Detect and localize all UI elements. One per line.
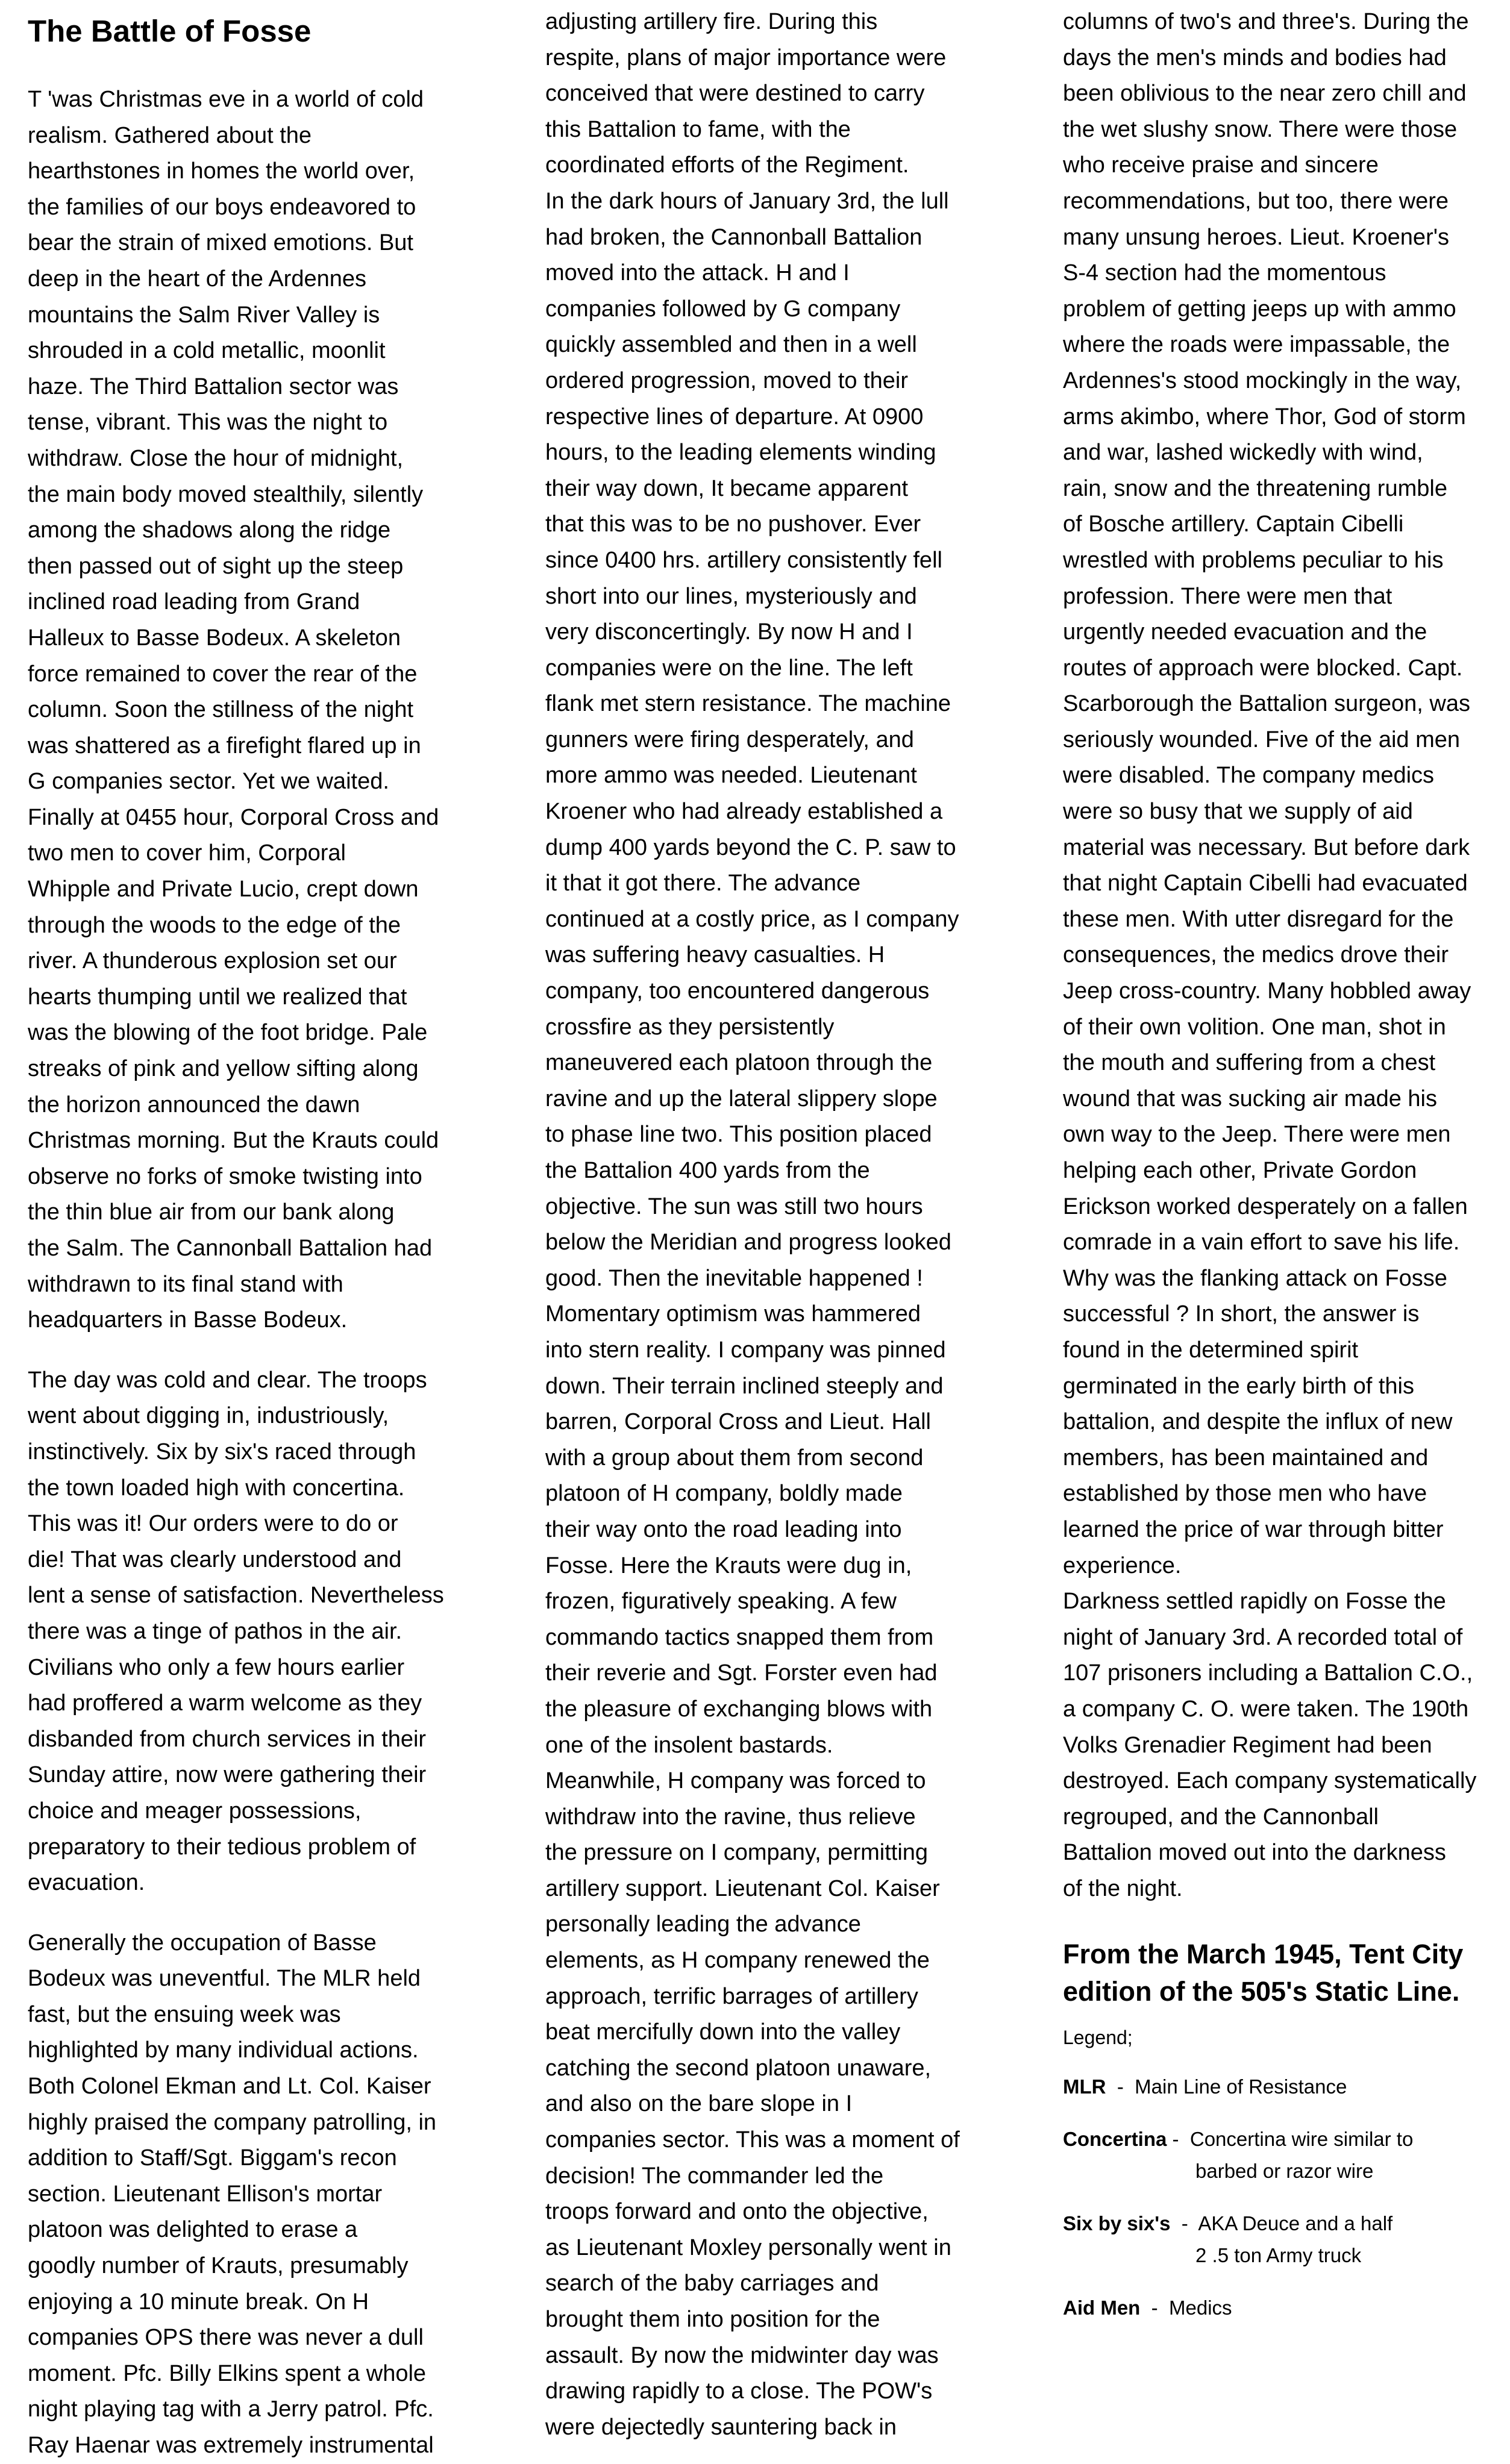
- text-line: among the shadows along the ridge: [28, 518, 391, 543]
- text-line: adjusting artillery fire. During this: [545, 9, 878, 34]
- text-line: platoon of H company, boldly made: [545, 1481, 903, 1507]
- text-line: Jeep cross-country. Many hobbled away: [1063, 978, 1471, 1004]
- text-line: maneuvered each platoon through the: [545, 1050, 933, 1076]
- text-line: Civilians who only a few hours earlier: [28, 1654, 405, 1680]
- text-line: the Battalion 400 yards from the: [545, 1158, 870, 1183]
- text-line: Kroener who had already established a: [545, 799, 943, 825]
- text-line: addition to Staff/Sgt. Biggam's recon: [28, 2145, 397, 2171]
- text-line: two men to cover him, Corporal: [28, 840, 346, 866]
- text-line: personally leading the advance: [545, 1912, 861, 1937]
- text-line: been oblivious to the near zero chill and: [1063, 81, 1467, 107]
- text-line: withdraw. Close the hour of midnight,: [28, 445, 404, 471]
- text-line: quickly assembled and then in a well: [545, 332, 917, 358]
- text-line: below the Meridian and progress looked: [545, 1230, 951, 1255]
- text-line: to phase line two. This position placed: [545, 1122, 932, 1148]
- text-line: elements, as H company renewed the: [545, 1948, 930, 1974]
- text-line: troops forward and onto the objective,: [545, 2199, 929, 2225]
- text-line: Generally the occupation of Basse: [28, 1930, 377, 1956]
- text-line: hours, to the leading elements winding: [545, 440, 936, 466]
- text-line: instinctively. Six by six's raced through: [28, 1439, 416, 1465]
- text-line: short into our lines, mysteriously and: [545, 583, 917, 609]
- text-line: very disconcertingly. By now H and I: [545, 619, 913, 645]
- text-line: germinated in the early birth of this: [1063, 1373, 1414, 1399]
- text-line: Scarborough the Battalion surgeon, was: [1063, 691, 1470, 717]
- text-line: gunners were firing desperately, and: [545, 727, 914, 752]
- text-line: rain, snow and the threatening rumble: [1063, 475, 1447, 501]
- text-line: had proffered a warm welcome as they: [28, 1690, 422, 1716]
- legend-definition: Main Line of Resistance: [1135, 2075, 1347, 2098]
- text-line: search of the baby carriages and: [545, 2271, 879, 2297]
- text-line: where the roads were impassable, the: [1063, 332, 1450, 358]
- text-line: Ardennes's stood mockingly in the way,: [1063, 367, 1462, 393]
- text-line: frozen, figuratively speaking. A few: [545, 1589, 897, 1615]
- text-line: headquarters in Basse Bodeux.: [28, 1307, 348, 1333]
- text-line: companies followed by G company: [545, 296, 901, 322]
- legend-item-mlr: [1063, 2071, 1510, 2103]
- legend-definition: Medics: [1169, 2297, 1232, 2319]
- text-line: experience.: [1063, 1553, 1182, 1578]
- text-line: river. A thunderous explosion set our: [28, 948, 397, 974]
- text-line: the town loaded high with concertina.: [28, 1475, 405, 1501]
- text-line: barren, Corporal Cross and Lieut. Hall: [545, 1409, 931, 1435]
- text-line: the thin blue air from our bank along: [28, 1199, 395, 1225]
- text-line: moved into the attack. H and I: [545, 260, 850, 286]
- text-line: as Lieutenant Moxley personally went in: [545, 2234, 951, 2260]
- text-line: realism. Gathered about the: [28, 122, 312, 148]
- text-line: companies OPS there was never a dull: [28, 2325, 424, 2351]
- text-line: a company C. O. were taken. The 190th: [1063, 1696, 1469, 1722]
- text-line: was the blowing of the foot bridge. Pale: [28, 1020, 428, 1046]
- text-line: down. Their terrain inclined steeply and: [545, 1373, 944, 1399]
- text-line: tense, vibrant. This was the night to: [28, 410, 388, 436]
- text-line: Darkness settled rapidly on Fosse the: [1063, 1589, 1446, 1615]
- text-line: approach, terrific barrages of artillery: [545, 1983, 918, 2009]
- text-line: of their own volition. One man, shot in: [1063, 1014, 1446, 1040]
- legend-definition: Concertina wire similar to: [1189, 2128, 1414, 2151]
- text-line: that night Captain Cibelli had evacuated: [1063, 871, 1468, 896]
- text-line: company, too encountered dangerous: [545, 978, 930, 1004]
- text-line: The day was cold and clear. The troops: [28, 1367, 427, 1393]
- legend-definition: AKA Deuce and a half: [1198, 2212, 1393, 2235]
- text-line: column. Soon the stillness of the night: [28, 697, 414, 723]
- text-line: since 0400 hrs. artillery consistently fell: [545, 547, 942, 573]
- text-line: withdraw into the ravine, thus relieve: [545, 1804, 916, 1830]
- article-title: The Battle of Fosse: [28, 14, 312, 48]
- text-line: flank met stern resistance. The machine: [545, 691, 951, 717]
- text-line: there was a tinge of pathos in the air.: [28, 1618, 403, 1644]
- text-line: die! That was clearly understood and: [28, 1546, 402, 1572]
- text-line: their way onto the road leading into: [545, 1516, 902, 1542]
- text-line: Volks Grenadier Regiment had been: [1063, 1732, 1432, 1758]
- article-paragraph: [28, 1363, 486, 1901]
- text-line: hearthstones in homes the world over,: [28, 158, 415, 184]
- text-line: was suffering heavy casualties. H: [545, 942, 885, 968]
- text-line: these men. With utter disregard for the: [1063, 906, 1454, 932]
- text-line: more ammo was needed. Lieutenant: [545, 763, 917, 789]
- text-line: helping each other, Private Gordon: [1063, 1158, 1417, 1183]
- text-line: the main body moved stealthily, silently: [28, 481, 424, 507]
- text-line: moment. Pfc. Billy Elkins spent a whole: [28, 2360, 427, 2386]
- text-line: of Bosche artillery. Captain Cibelli: [1063, 511, 1404, 537]
- legend-separator: -: [1170, 2212, 1198, 2235]
- text-line: Battalion moved out into the darkness: [1063, 1840, 1446, 1866]
- text-line: who receive praise and sincere: [1063, 152, 1379, 178]
- legend-title: Legend;: [1063, 2027, 1133, 2049]
- article-paragraph: [545, 4, 1003, 2445]
- source-line: edition of the 505's Static Line.: [1063, 1976, 1460, 2007]
- text-line: night of January 3rd. A recorded total of: [1063, 1624, 1463, 1650]
- text-line: recommendations, but too, there were: [1063, 188, 1449, 214]
- text-line: Finally at 0455 hour, Corporal Cross and: [28, 804, 439, 830]
- text-line: Bodeux was uneventful. The MLR held: [28, 1966, 421, 1992]
- text-line: fast, but the ensuing week was: [28, 2001, 341, 2027]
- text-line: commando tactics snapped them from: [545, 1624, 934, 1650]
- text-line: preparatory to their tedious problem of: [28, 1834, 416, 1860]
- text-line: of the night.: [1063, 1875, 1183, 1901]
- text-line: that this was to be no pushover. Ever: [545, 511, 921, 537]
- text-line: comrade in a vain effort to save his life.: [1063, 1230, 1460, 1255]
- text-line: Ray Haenar was extremely instrumental: [28, 2433, 434, 2458]
- legend-separator: -: [1167, 2128, 1190, 2151]
- text-line: Halleux to Basse Bodeux. A skeleton: [28, 625, 401, 651]
- text-line: with a group about them from second: [545, 1445, 924, 1471]
- text-line: deep in the heart of the Ardennes: [28, 266, 366, 292]
- text-line: it that it got there. The advance: [545, 871, 861, 896]
- text-line: the pressure on I company, permitting: [545, 1840, 929, 1866]
- text-line: artillery support. Lieutenant Col. Kaiser: [545, 1875, 940, 1901]
- text-line: established by those men who have: [1063, 1481, 1427, 1507]
- text-line: columns of two's and three's. During the: [1063, 9, 1469, 34]
- text-line: bear the strain of mixed emotions. But: [28, 230, 413, 256]
- text-line: objective. The sun was still two hours: [545, 1193, 923, 1219]
- text-line: arms akimbo, where Thor, God of storm: [1063, 404, 1466, 430]
- text-line: into stern reality. I company was pinned: [545, 1337, 946, 1363]
- article-paragraph: [28, 1925, 486, 2464]
- text-line: drawing rapidly to a close. The POW's: [545, 2378, 933, 2404]
- text-line: wrestled with problems peculiar to his: [1063, 547, 1444, 573]
- text-line: regrouped, and the Cannonball: [1063, 1804, 1379, 1830]
- legend-item-concertina: [1063, 2123, 1510, 2187]
- text-line: urgently needed evacuation and the: [1063, 619, 1427, 645]
- text-line: shrouded in a cold metallic, moonlit: [28, 338, 386, 364]
- text-line: the pleasure of exchanging blows with: [545, 1696, 933, 1722]
- text-line: night playing tag with a Jerry patrol. Pfc.: [28, 2397, 434, 2422]
- legend-term: Concertina: [1063, 2128, 1167, 2151]
- text-line: beat mercifully down into the valley: [545, 2019, 901, 2045]
- text-line: routes of approach were blocked. Capt.: [1063, 655, 1463, 681]
- article-column-1: [28, 0, 486, 2464]
- text-line: destroyed. Each company systematically: [1063, 1768, 1477, 1794]
- text-line: companies were on the line. The left: [545, 655, 913, 681]
- text-line: highlighted by many individual actions.: [28, 2037, 419, 2063]
- text-line: had broken, the Cannonball Battalion: [545, 224, 923, 250]
- text-line: own way to the Jeep. There were men: [1063, 1122, 1451, 1148]
- text-line: S-4 section had the momentous: [1063, 260, 1386, 286]
- text-line: successful ? In short, the answer is: [1063, 1301, 1420, 1327]
- text-line: catching the second platoon unaware,: [545, 2055, 932, 2081]
- text-line: this Battalion to fame, with the: [545, 116, 851, 142]
- source-line: From the March 1945, Tent City: [1063, 1939, 1464, 1970]
- text-line: assault. By now the midwinter day was: [545, 2342, 939, 2368]
- text-line: Fosse. Here the Krauts were dug in,: [545, 1553, 912, 1578]
- text-line: inclined road leading from Grand: [28, 589, 360, 615]
- text-line: In the dark hours of January 3rd, the lull: [545, 188, 949, 214]
- text-line: went about digging in, industriously,: [28, 1403, 389, 1429]
- article-paragraph: [1063, 4, 1510, 1907]
- legend-term: MLR: [1063, 2075, 1106, 2098]
- text-line: hearts thumping until we realized that: [28, 984, 407, 1010]
- text-line: goodly number of Krauts, presumably: [28, 2253, 409, 2279]
- text-line: through the woods to the edge of the: [28, 912, 401, 938]
- text-line: many unsung heroes. Lieut. Kroener's: [1063, 224, 1449, 250]
- text-line: This was it! Our orders were to do or: [28, 1511, 398, 1537]
- text-line: Both Colonel Ekman and Lt. Col. Kaiser: [28, 2074, 431, 2100]
- text-line: evacuation.: [28, 1870, 145, 1896]
- text-line: respective lines of departure. At 0900: [545, 404, 924, 430]
- legend-definition-continued: 2 .5 ton Army truck: [1195, 2244, 1362, 2267]
- text-line: choice and meager possessions,: [28, 1798, 362, 1824]
- text-line: haze. The Third Battalion sector was: [28, 374, 399, 399]
- text-line: mountains the Salm River Valley is: [28, 302, 380, 328]
- text-line: consequences, the medics drove their: [1063, 942, 1449, 968]
- text-line: material was necessary. But before dark: [1063, 834, 1470, 860]
- text-line: the mouth and suffering from a chest: [1063, 1050, 1436, 1076]
- text-line: their reverie and Sgt. Forster even had: [545, 1660, 938, 1686]
- text-line: brought them into position for the: [545, 2307, 880, 2332]
- text-line: Christmas morning. But the Krauts could: [28, 1128, 439, 1154]
- text-line: section. Lieutenant Ellison's mortar: [28, 2181, 383, 2207]
- text-line: then passed out of sight up the steep: [28, 553, 404, 579]
- text-line: the horizon announced the dawn: [28, 1092, 360, 1118]
- text-line: ordered progression, moved to their: [545, 367, 908, 393]
- text-line: withdrawn to its final stand with: [28, 1271, 343, 1297]
- article-column-3: [1063, 0, 1510, 2324]
- text-line: were disabled. The company medics: [1063, 763, 1435, 789]
- text-line: T 'was Christmas eve in a world of cold: [28, 87, 424, 112]
- text-line: force remained to cover the rear of the: [28, 661, 418, 687]
- text-line: good. Then the inevitable happened !: [545, 1265, 923, 1291]
- text-line: coordinated efforts of the Regiment.: [545, 152, 909, 178]
- text-line: Whipple and Private Lucio, crept down: [28, 877, 419, 902]
- text-line: decision! The commander led the: [545, 2163, 884, 2189]
- text-line: Erickson worked desperately on a fallen: [1063, 1193, 1468, 1219]
- text-line: were dejectedly sauntering back in: [545, 2414, 897, 2440]
- text-line: seriously wounded. Five of the aid men: [1063, 727, 1461, 752]
- text-line: dump 400 yards beyond the C. P. saw to: [545, 834, 956, 860]
- article-column-2: [545, 0, 1003, 2445]
- text-line: were so busy that we supply of aid: [1063, 799, 1413, 825]
- text-line: learned the price of war through bitter: [1063, 1516, 1444, 1542]
- text-line: conceived that were destined to carry: [545, 81, 925, 107]
- text-line: Meanwhile, H company was forced to: [545, 1768, 926, 1794]
- text-line: Momentary optimism was hammered: [545, 1301, 921, 1327]
- text-line: days the men's minds and bodies had: [1063, 45, 1447, 70]
- text-line: companies sector. This was a moment of: [545, 2127, 960, 2153]
- text-line: members, has been maintained and: [1063, 1445, 1429, 1471]
- text-line: streaks of pink and yellow sifting along: [28, 1056, 419, 1082]
- text-line: enjoying a 10 minute break. On H: [28, 2289, 369, 2315]
- text-line: respite, plans of major importance were: [545, 45, 947, 70]
- text-line: wound that was sucking air made his: [1063, 1086, 1437, 1112]
- legend-separator: -: [1106, 2075, 1135, 2098]
- text-line: 107 prisoners including a Battalion C.O.,: [1063, 1660, 1473, 1686]
- legend-separator: -: [1140, 2297, 1169, 2319]
- text-line: G companies sector. Yet we waited.: [28, 769, 389, 795]
- text-line: battalion, and despite the influx of new: [1063, 1409, 1453, 1435]
- text-line: disbanded from church services in their: [28, 1726, 427, 1752]
- text-line: problem of getting jeeps up with ammo: [1063, 296, 1456, 322]
- text-line: continued at a costly price, as I company: [545, 906, 959, 932]
- text-line: the Salm. The Cannonball Battalion had: [28, 1236, 433, 1261]
- text-line: their way down, It became apparent: [545, 475, 909, 501]
- text-line: the families of our boys endeavored to: [28, 194, 416, 220]
- text-line: platoon was delighted to erase a: [28, 2217, 358, 2243]
- text-line: lent a sense of satisfaction. Nevertheless: [28, 1583, 444, 1609]
- legend-item-six-by-sixes: [1063, 2207, 1510, 2271]
- source-note: [1063, 1936, 1510, 2010]
- text-line: was shattered as a firefight flared up in: [28, 733, 421, 758]
- text-line: found in the determined spirit: [1063, 1337, 1359, 1363]
- text-line: highly praised the company patrolling, in: [28, 2109, 437, 2135]
- text-line: ravine and up the lateral slippery slope: [545, 1086, 938, 1112]
- text-line: Why was the flanking attack on Fosse: [1063, 1265, 1447, 1291]
- text-line: crossfire as they persistently: [545, 1014, 835, 1040]
- article-paragraph: [28, 82, 486, 1339]
- text-line: observe no forks of smoke twisting into: [28, 1163, 422, 1189]
- text-line: and also on the bare slope in I: [545, 2091, 853, 2117]
- text-line: Sunday attire, now were gathering their: [28, 1762, 427, 1788]
- text-line: the wet slushy snow. There were those: [1063, 116, 1458, 142]
- legend-item-aid-men: [1063, 2292, 1510, 2324]
- text-line: profession. There were men that: [1063, 583, 1393, 609]
- legend-term: Aid Men: [1063, 2297, 1141, 2319]
- text-line: and war, lashed wickedly with wind,: [1063, 440, 1423, 466]
- text-line: one of the insolent bastards.: [545, 1732, 833, 1758]
- legend-definition-continued: barbed or razor wire: [1195, 2160, 1374, 2183]
- legend-term: Six by six's: [1063, 2212, 1171, 2235]
